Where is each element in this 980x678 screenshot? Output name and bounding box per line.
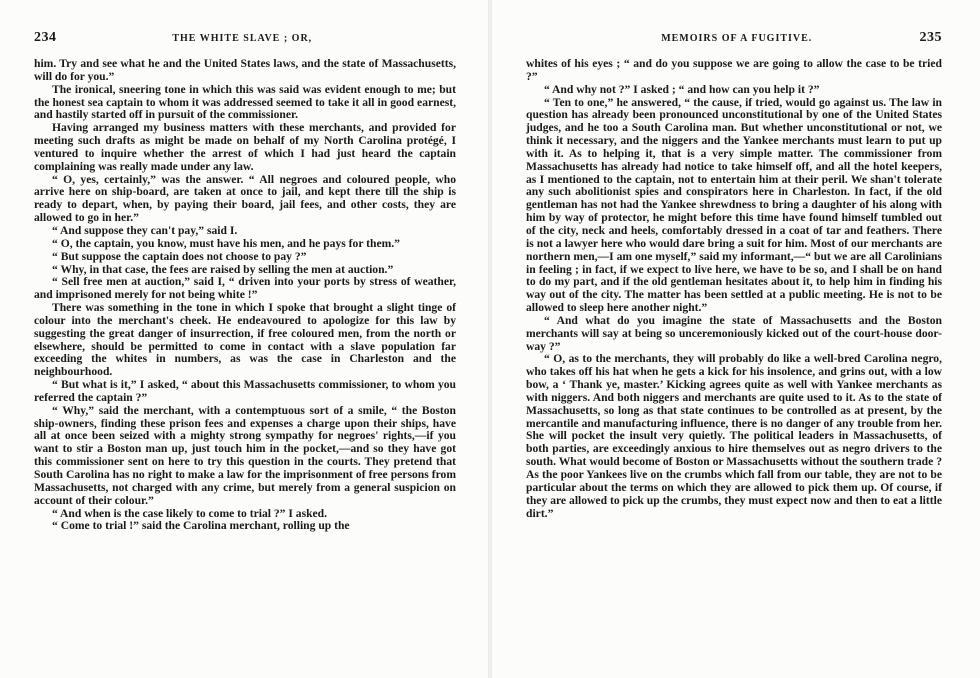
paragraph: There was something in the tone in which I spoke that brought a slight tinge of colour into the merchant's cheek. He endeavoured to apologize for this law by suggesting the great danger of insurrection, if free coloured men, from the north or elsewhere, should be permitted to come in contact with a slave population far exceeding the whites in numbers, as was the case in Charleston and the neighbourhood. (34, 301, 456, 379)
left-running-head: THE WHITE SLAVE ; OR, (172, 33, 313, 44)
right-page-number: 235 (919, 30, 942, 45)
paragraph: “ But suppose the captain does not choose to pay ?” (52, 249, 307, 263)
paragraph: “ And suppose they can't pay,” said I. (52, 223, 238, 237)
paragraph: “ But what is it,” I asked, “ about this Massachusetts commissioner, to whom you referred the captain ?” (34, 378, 456, 404)
right-page-body (526, 58, 942, 520)
right-running-head: MEMOIRS OF A FUGITIVE. (661, 33, 813, 44)
left-page-body (34, 58, 456, 533)
paragraph: “ And when is the case likely to come to trial ?” I asked. (52, 506, 328, 520)
left-page-number: 234 (34, 30, 57, 45)
paragraph: “ Why, in that case, the fees are raised by selling the men at auction.” (52, 262, 394, 276)
paragraph: “ And what do you imagine the state of Massachusetts and the Boston merchants will say at being so unceremoniously kicked out of the court-house door-way ?” (526, 313, 942, 353)
left-page-header (34, 30, 456, 52)
right-page-header (526, 30, 942, 52)
paragraph: “ Come to trial !” said the Carolina merchant, rolling up the (52, 519, 350, 533)
paragraph: “ O, the captain, you know, must have his men, and he pays for them.” (52, 236, 400, 250)
paragraph: Having arranged my business matters with these merchants, and provided for meeting such drafts as might be made on behalf of my North Carolina protégé, I ventured to inquire whether the arrest of which I had just heard the captain complaining was really made under any law. (34, 121, 456, 173)
paragraph: The ironical, sneering tone in which this was said was evident enough to me; but the honest sea captain to whom it was addressed seemed to take it all in good earnest, and hastily started off in pursuit of the commissioner. (34, 82, 456, 122)
paragraph: “ O, yes, certainly,” was the answer. “ All negroes and coloured people, who arrive here on ship-board, are taken at once to jail, and kept there till the ship is ready to depart, when, by paying their board, jail fees, and other costs, they are allowed to go in her.” (34, 172, 456, 225)
paragraph: “ And why not ?” I asked ; “ and how can you help it ?” (544, 82, 820, 96)
paragraph: whites of his eyes ; “ and do you suppose we are going to allow the case to be tried ?” (526, 57, 942, 83)
right-page (490, 0, 980, 678)
paragraph: “ O, as to the merchants, they will probably do like a well-bred Carolina negro, who takes off his hat when he gets a kick for his insolence, and grins out, with a low bow, a ‘ Thank ye, master.’ Kicking agrees quite as well with Yankee merchants as with niggers. And both niggers and merchants are quite used to it. As to the state of Massachusetts, so long as that state continues to be controlled as at present, by the mercantile and manufacturing influence, there is no danger of any trouble from her. She will pocket the insult very quietly. The political leaders in Massachusetts, of both parties, are exceedingly anxious to hire themselves out as negro drivers to the south. What would become of Boston or Massachusetts without the southern trade ? As the poor Yankees live on the crumbs which fall from our table, they are not to be particular about the terms on which they are allowed to pick them up. Of course, if they are allowed to pick up the crumbs, they must expect now and then to eat a little dirt.” (526, 352, 942, 520)
paragraph: “ Ten to one,” he answered, “ the cause, if tried, would go against us. The law in question has already been pronounced unconstitutional by one of the United States judges, and he too a South Carolina man. But whether unconstitutional or not, we think it necessary, and the niggers and the Yankee merchants must learn to put up with it. As to helping it, that is a very simple matter. The commissioner from Massachusetts has already had notice to take himself off, and all the hotel keepers, as I mentioned to the captain, not to entertain him at their peril. We shan't tolerate any such abolitionist spies and conspirators here in Charleston. In fact, if the old gentleman has not had the Yankee shrewdness to bring a daughter of his along with him by way of protector, he might before this time have found himself tumbled out of the city, neck and heels, comfortably dressed in a coat of tar and feathers. There is not a lawyer here who would dare bring a suit for him. Most of our merchants are northern men,—I am one myself,” said my informant,—“ but we are all Carolinians in feeling ; in fact, if we expect to live here, we have to be so, and I shall be on hand to do my part, and if the old gentleman hesitates about it, to help him in finding his way out of the city. The matter has been settled at a public meeting. He is not to be allowed to sleep here another night.” (526, 95, 942, 315)
paragraph: him. Try and see what he and the United States laws, and the state of Massachusetts, will do for you.” (34, 57, 456, 83)
paragraph: “ Why,” said the merchant, with a contemptuous sort of a smile, “ the Boston ship-owners, finding these prison fees and expenses a charge upon their ships, have all at once been seized with a mighty strong sympathy for negroes' rights,—if you want to stir a Boston man up, just touch him in the pocket,—and so they have got this commissioner sent on here to try this question in the courts. They pretend that South Carolina has no right to make a law for the imprisonment of free persons from Massachusetts, not charged with any crime, but merely from a general suspicion on account of their colour.” (34, 403, 456, 507)
paragraph: “ Sell free men at auction,” said I, “ driven into your ports by stress of weather, and imprisoned merely for not being white !” (34, 275, 456, 302)
